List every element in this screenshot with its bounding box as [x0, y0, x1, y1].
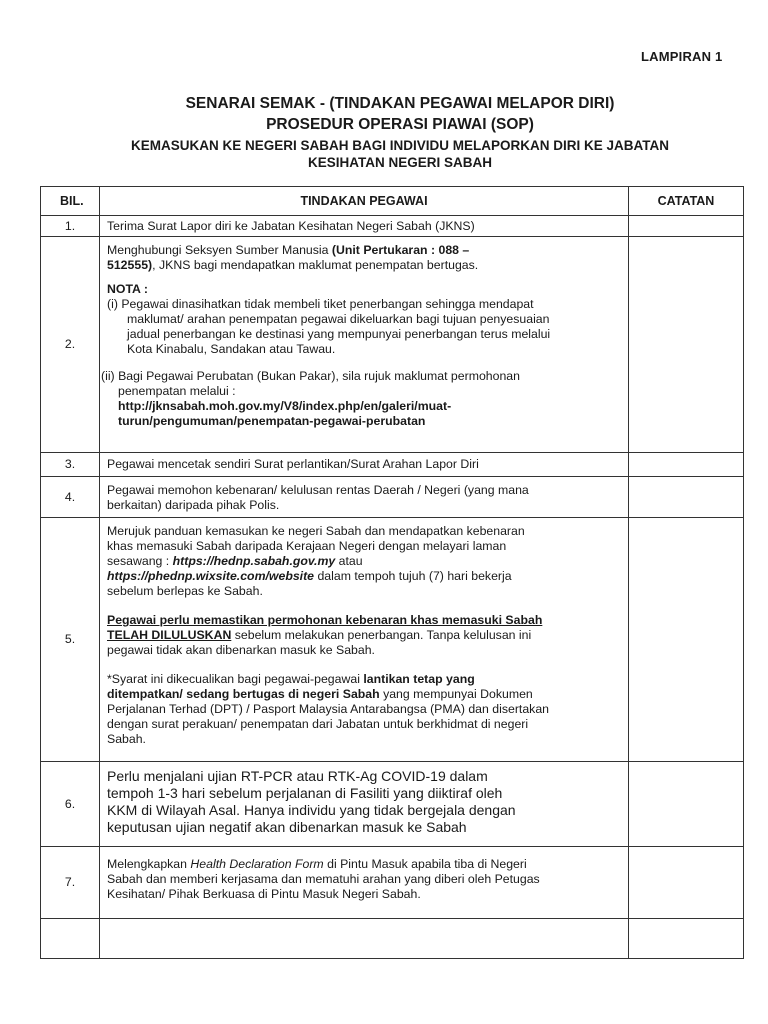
row-number: 7.: [41, 847, 100, 919]
row-text: keputusan ujian negatif akan dibenarkan masuk ke Sabah: [107, 819, 467, 835]
row-text: Sabah.: [107, 732, 146, 746]
row-text: Pegawai memohon kebenaran/ kelulusan rentas Daerah / Negeri (yang mana: [107, 483, 529, 497]
header-tindakan: TINDAKAN PEGAWAI: [100, 187, 629, 216]
placement-link[interactable]: turun/pengumuman/penempatan-pegawai-perubatan: [118, 414, 426, 428]
row-text: https://phednp.wixsite.com/website dalam tempoh tujuh (7) hari bekerja: [107, 569, 512, 583]
row-text: Pegawai mencetak sendiri Surat perlantikan/Surat Arahan Lapor Diri: [107, 457, 479, 471]
header-bil: BIL.: [41, 187, 100, 216]
row-number: 2.: [41, 237, 100, 453]
nota-item: jadual penerbangan ke destinasi yang mempunyai penerbangan terus melalui: [127, 327, 551, 341]
nota-item: (i) Pegawai dinasihatkan tidak membeli tiket penerbangan sehingga mendapat: [107, 297, 534, 311]
table-row: [41, 518, 744, 762]
checklist-table: [40, 186, 744, 959]
row-text: berkaitan) daripada pihak Polis.: [107, 498, 280, 512]
nota-item: maklumat/ arahan penempatan pegawai dikeluarkan bagi tujuan penyesuaian: [127, 312, 550, 326]
row-catatan-cell[interactable]: [629, 216, 744, 237]
table-header-row: [41, 187, 744, 216]
emphasis-text: Pegawai perlu memastikan permohonan kebenaran khas memasuki Sabah: [107, 613, 543, 627]
row-action: [100, 453, 629, 477]
lampiran-label: LAMPIRAN 1: [641, 49, 723, 64]
row-action: [100, 762, 629, 847]
table-row: [41, 477, 744, 518]
table-row: [41, 237, 744, 453]
table-row: [41, 216, 744, 237]
document-heading: KEMASUKAN KE NEGERI SABAH BAGI INDIVIDU MELAPORKAN DIRI KE JABATAN KESIHATAN NEGERI SABAH: [130, 138, 670, 170]
row-text: Melengkapkan Health Declaration Form di Pintu Masuk apabila tiba di Negeri: [107, 857, 527, 871]
row-text: sebelum berlepas ke Sabah.: [107, 584, 263, 598]
document-title: SENARAI SEMAK - (TINDAKAN PEGAWAI MELAPOR DIRI): [185, 95, 615, 112]
row-text: Kesihatan/ Pihak Berkuasa di Pintu Masuk Negeri Sabah.: [107, 887, 421, 901]
placement-link[interactable]: http://jknsabah.moh.gov.my/V8/index.php/en/galeri/muat-: [118, 399, 452, 413]
row-catatan-cell[interactable]: [629, 453, 744, 477]
row-number: 1.: [41, 216, 100, 237]
row-text: Perjalanan Terhad (DPT) / Pasport Malaysia Antarabangsa (PMA) dan disertakan: [107, 702, 550, 716]
row-text: khas memasuki Sabah daripada Kerajaan Negeri dengan melayari laman: [107, 539, 507, 553]
row-action-empty: [100, 919, 629, 959]
row-text: dengan surat perakuan/ penempatan dari Jabatan untuk berkhidmat di negeri: [107, 717, 529, 731]
row-text: Menghubungi Seksyen Sumber Manusia (Unit Pertukaran : 088 –: [107, 243, 470, 257]
row-action: [100, 216, 629, 237]
row-text: pegawai tidak akan dibenarkan masuk ke Sabah.: [107, 643, 375, 657]
table-row: [41, 847, 744, 919]
row-catatan-cell[interactable]: [629, 477, 744, 518]
row-number: 4.: [41, 477, 100, 518]
row-number: 5.: [41, 518, 100, 762]
phednp-link[interactable]: https://phednp.wixsite.com/website: [107, 569, 315, 583]
nota-label: NOTA :: [107, 282, 148, 296]
document-subtitle: PROSEDUR OPERASI PIAWAI (SOP): [266, 116, 534, 133]
row-text: Terima Surat Lapor diri ke Jabatan Kesihatan Negeri Sabah (JKNS): [107, 219, 475, 233]
hednp-link[interactable]: https://hednp.sabah.gov.my: [172, 554, 336, 568]
table-row: [41, 453, 744, 477]
row-action: [100, 477, 629, 518]
row-text: Merujuk panduan kemasukan ke negeri Sabah dan mendapatkan kebenaran: [107, 524, 525, 538]
nota-item: Kota Kinabalu, Sandakan atau Tawau.: [127, 342, 336, 356]
table-row: [41, 762, 744, 847]
row-number: 6.: [41, 762, 100, 847]
row-text: *Syarat ini dikecualikan bagi pegawai-pegawai lantikan tetap yang: [107, 672, 475, 686]
nota-item: (ii) Bagi Pegawai Perubatan (Bukan Pakar), sila rujuk maklumat permohonan: [101, 369, 520, 383]
row-text: Sabah dan memberi kerjasama dan mematuhi arahan yang diberi oleh Petugas: [107, 872, 540, 886]
header-catatan: CATATAN: [629, 187, 744, 216]
nota-item: penempatan melalui :: [118, 384, 236, 398]
row-number: 3.: [41, 453, 100, 477]
row-action: [100, 518, 629, 762]
row-text: ditempatkan/ sedang bertugas di negeri Sabah yang mempunyai Dokumen: [107, 687, 533, 701]
row-catatan-cell[interactable]: [629, 847, 744, 919]
row-text: tempoh 1-3 hari sebelum perjalanan di Fasiliti yang diiktiraf oleh: [107, 785, 503, 801]
row-catatan-cell[interactable]: [629, 518, 744, 762]
row-catatan-cell[interactable]: [629, 762, 744, 847]
table-row-empty: [41, 919, 744, 959]
row-catatan-cell[interactable]: [629, 237, 744, 453]
row-number-empty: [41, 919, 100, 959]
row-text: 512555), JKNS bagi mendapatkan maklumat penempatan bertugas.: [107, 258, 479, 272]
row-text: Perlu menjalani ujian RT-PCR atau RTK-Ag COVID-19 dalam: [107, 768, 488, 784]
row-text: KKM di Wilayah Asal. Hanya individu yang tidak bergejala dengan: [107, 802, 516, 818]
row-catatan-cell[interactable]: [629, 919, 744, 959]
row-text: TELAH DILULUSKAN sebelum melakukan penerbangan. Tanpa kelulusan ini: [107, 628, 532, 642]
row-action: [100, 847, 629, 919]
row-text: sesawang : https://hednp.sabah.gov.my atau: [107, 554, 363, 568]
row-action: [100, 237, 629, 453]
